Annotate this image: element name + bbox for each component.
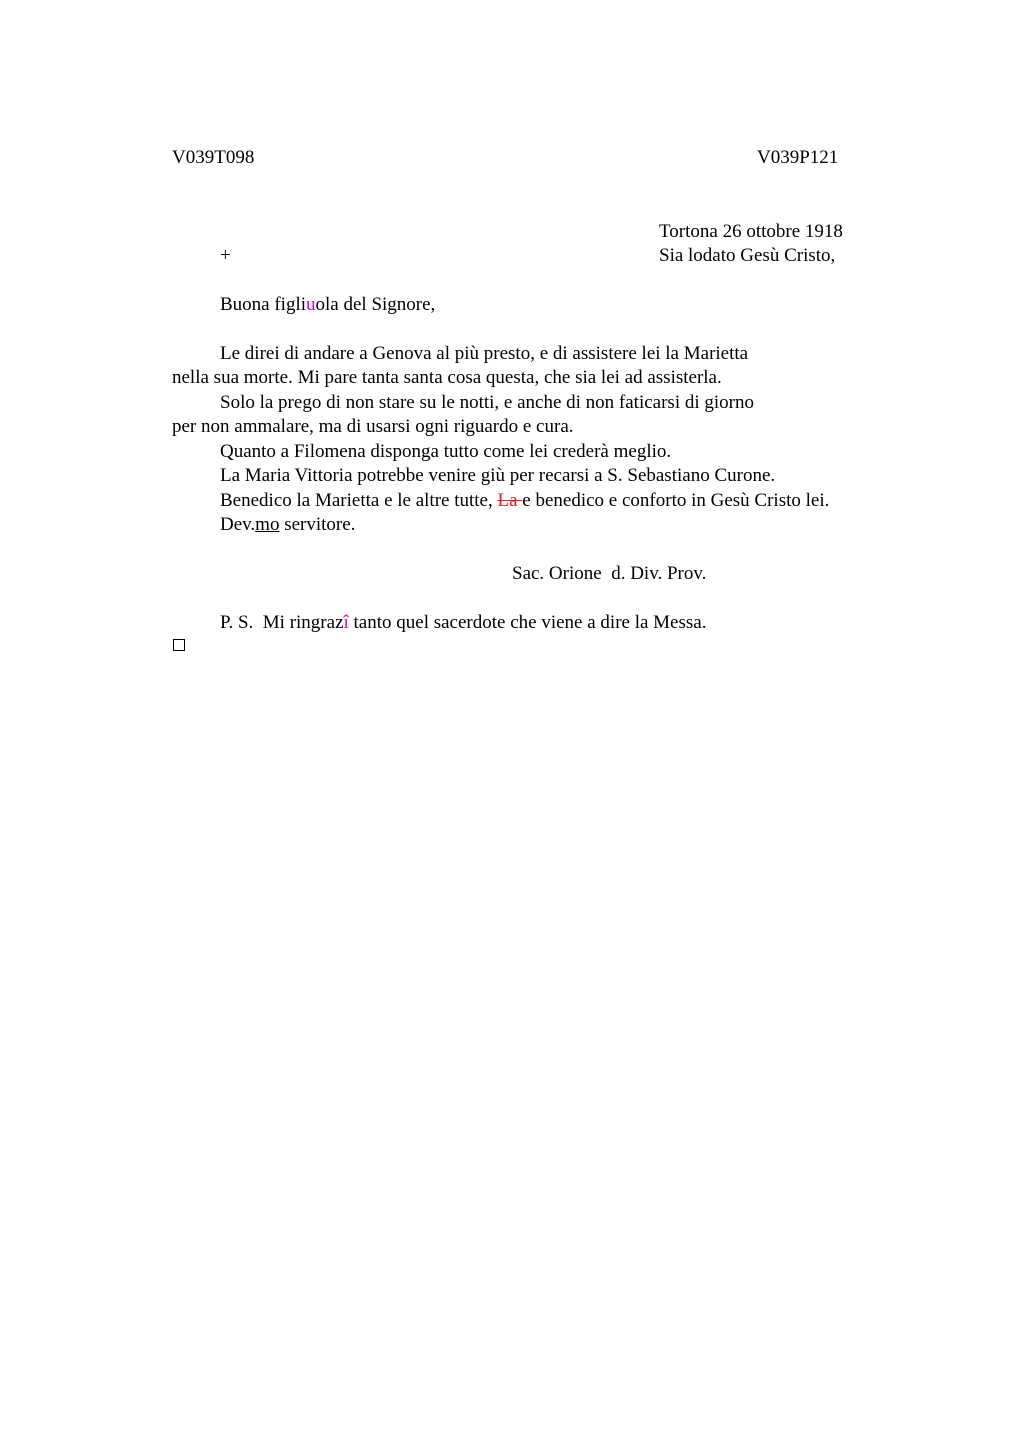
body-line-5: Quanto a Filomena disponga tutto come lei crederà meglio. — [220, 441, 672, 462]
postscript-text-end: tanto quel sacerdote che viene a dire la Messa. — [348, 612, 707, 633]
document-code-right: V039P121 — [757, 147, 839, 168]
closing-prefix: Dev. — [220, 514, 256, 535]
body-line-4: per non ammalare, ma di usarsi ogni riguardo e cura. — [172, 416, 574, 437]
postscript-insertion: î — [343, 612, 349, 633]
place-date: Tortona 26 ottobre 1918 — [659, 221, 843, 242]
body-line-6: La Maria Vittoria potrebbe venire giù per recarsi a S. Sebastiano Curone. — [220, 465, 776, 486]
salutation — [220, 293, 435, 317]
deleted-text: La — [497, 490, 523, 511]
signature: Sac. Orione d. Div. Prov. — [512, 563, 707, 584]
closing-suffix: servitore. — [279, 514, 356, 535]
closing — [220, 513, 355, 537]
body-line-2: nella sua morte. Mi pare tanta santa cosa questa, che sia lei ad assisterla. — [172, 367, 722, 388]
salutation-insertion: u — [306, 294, 316, 315]
square-outline-icon — [173, 639, 185, 651]
body-line-7-end: e benedico e conforto in Gesù Cristo lei. — [522, 490, 830, 511]
salutation-text-start: Buona figli — [220, 294, 307, 315]
body-line-7 — [220, 489, 829, 513]
cross-symbol: + — [220, 245, 231, 266]
body-line-1: Le direi di andare a Genova al più presto, e di assistere lei la Marietta — [220, 343, 749, 364]
document-code-left: V039T098 — [172, 147, 255, 168]
postscript — [220, 611, 706, 635]
salutation-text-end: ola del Signore, — [315, 294, 436, 315]
invocation: Sia lodato Gesù Cristo, — [659, 245, 836, 266]
body-line-7-start: Benedico la Marietta e le altre tutte, — [220, 490, 498, 511]
postscript-text-start: P. S. Mi ringraz — [220, 612, 344, 633]
closing-abbreviation: mo — [255, 514, 280, 535]
body-line-3: Solo la prego di non stare su le notti, e anche di non faticarsi di giorno — [220, 392, 754, 413]
